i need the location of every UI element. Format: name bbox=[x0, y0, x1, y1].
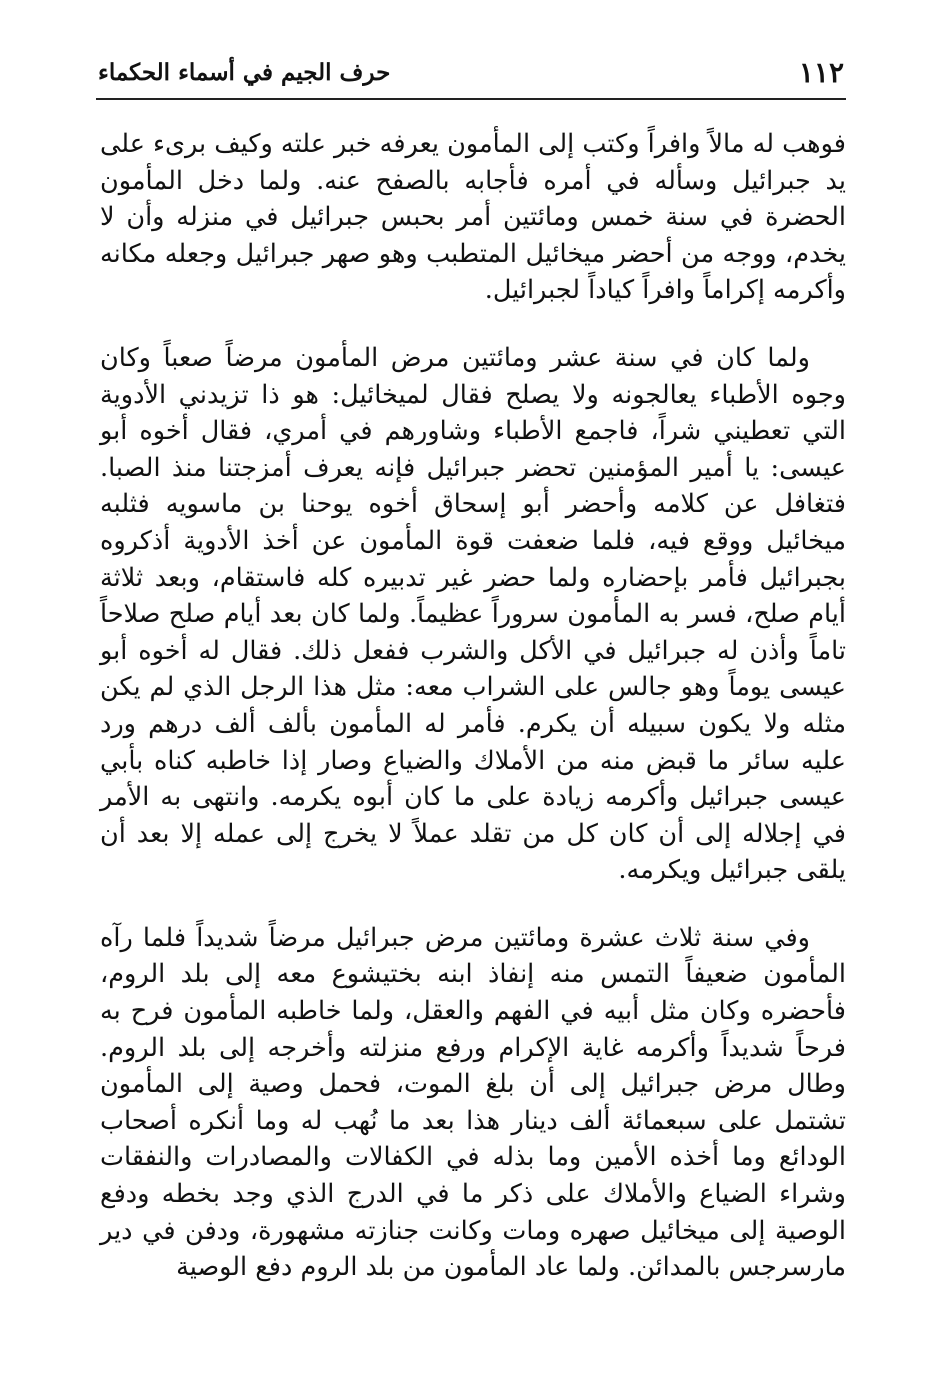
page-number: ١١٢ bbox=[798, 56, 844, 89]
running-title: حرف الجيم في أسماء الحكماء bbox=[98, 59, 391, 86]
paragraph-2: ولما كان في سنة عشر ومائتين مرض المأمون مرضاً صعباً وكان وجوه الأطباء يعالجونه ولا يصلح فقال لميخائيل: هو ذا تزيدني الأدوية التي تعطيني شراً، فاجمع الأطباء وشاورهم في أمري، فقال أخوه أبو عيسى: يا أمير المؤمنين تحضر جبرائيل فإنه يعرف أمزجتنا منذ الصبا. فتغافل عن كلامه وأحضر أبو إسحاق أخوه يوحنا بن ماسويه فثلبه ميخائيل ووقع فيه، فلما ضعفت قوة المأمون عن أخذ الأدوية أذكروه بجبرائيل فأمر بإحضاره ولما حضر غير تدبيره كله فاستقام، وبعد ثلاثة أيام صلح، فسر به المأمون سروراً عظيماً. ولما كان بعد أيام صلح صلاحاً تاماً وأذن له جبرائيل في الأكل والشرب ففعل ذلك. فقال له أخوه أبو عيسى يوماً وهو جالس على الشراب معه: مثل هذا الرجل الذي لم يكن مثله ولا يكون سبيله أن يكرم. فأمر له المأمون بألف ألف درهم ورد عليه سائر ما قبض منه من الأملاك والضياع وصار إذا خاطبه كناه بأبي عيسى جبرائيل وأكرمه زيادة على ما كان أبوه يكرمه. وانتهى به الأمر في إجلاله إلى أن كان كل من تقلد عملاً لا يخرج إلى عمله إلا بعد أن يلقى جبرائيل ويكرمه. bbox=[100, 342, 847, 886]
running-header bbox=[98, 52, 844, 94]
body-text bbox=[100, 126, 846, 1286]
paragraph-3: وفي سنة ثلاث عشرة ومائتين مرض جبرائيل مرضاً شديداً فلما رآه المأمون ضعيفاً التمس منه إنفاذ ابنه بختيشوع معه إلى بلد الروم، فأحضره وكان مثل أبيه في الفهم والعقل، ولما خاطبه المأمون فرح به فرحاً شديداً وأكرمه غاية الإكرام ورفع منزلته وأخرجه إلى بلد الروم. وطال مرض جبرائيل إلى أن بلغ الموت، فحمل وصية إلى المأمون تشتمل على سبعمائة ألف دينار هذا بعد ما نُهب له وما أنكره أصحاب الودائع وما أخذه الأمين وما بذله في الكفالات والمصادرات والنفقات وشراء الضياع والأملاك على ذكر ما في الدرج الذي وجد بخطه ودفع الوصية إلى ميخائيل صهره ومات وكانت جنازته مشهورة، ودفن في دير مارسرجس بالمدائن. ولما عاد المأمون من بلد الروم دفع الوصية bbox=[100, 922, 846, 1283]
paragraph-1: فوهب له مالاً وافراً وكتب إلى المأمون يعرفه خبر علته وكيف برىء على يد جبرائيل وسأله في أمره فأجابه بالصفح عنه. ولما دخل المأمون الحضرة في سنة خمس ومائتين أمر بحبس جبرائيل في منزله وأن لا يخدم، ووجه من أحضر ميخائيل المتطبب وهو صهر جبرائيل وجعله مكانه وأكرمه إكراماً وافراً كياداً لجبرائيل. bbox=[100, 129, 846, 306]
header-rule bbox=[96, 98, 846, 100]
